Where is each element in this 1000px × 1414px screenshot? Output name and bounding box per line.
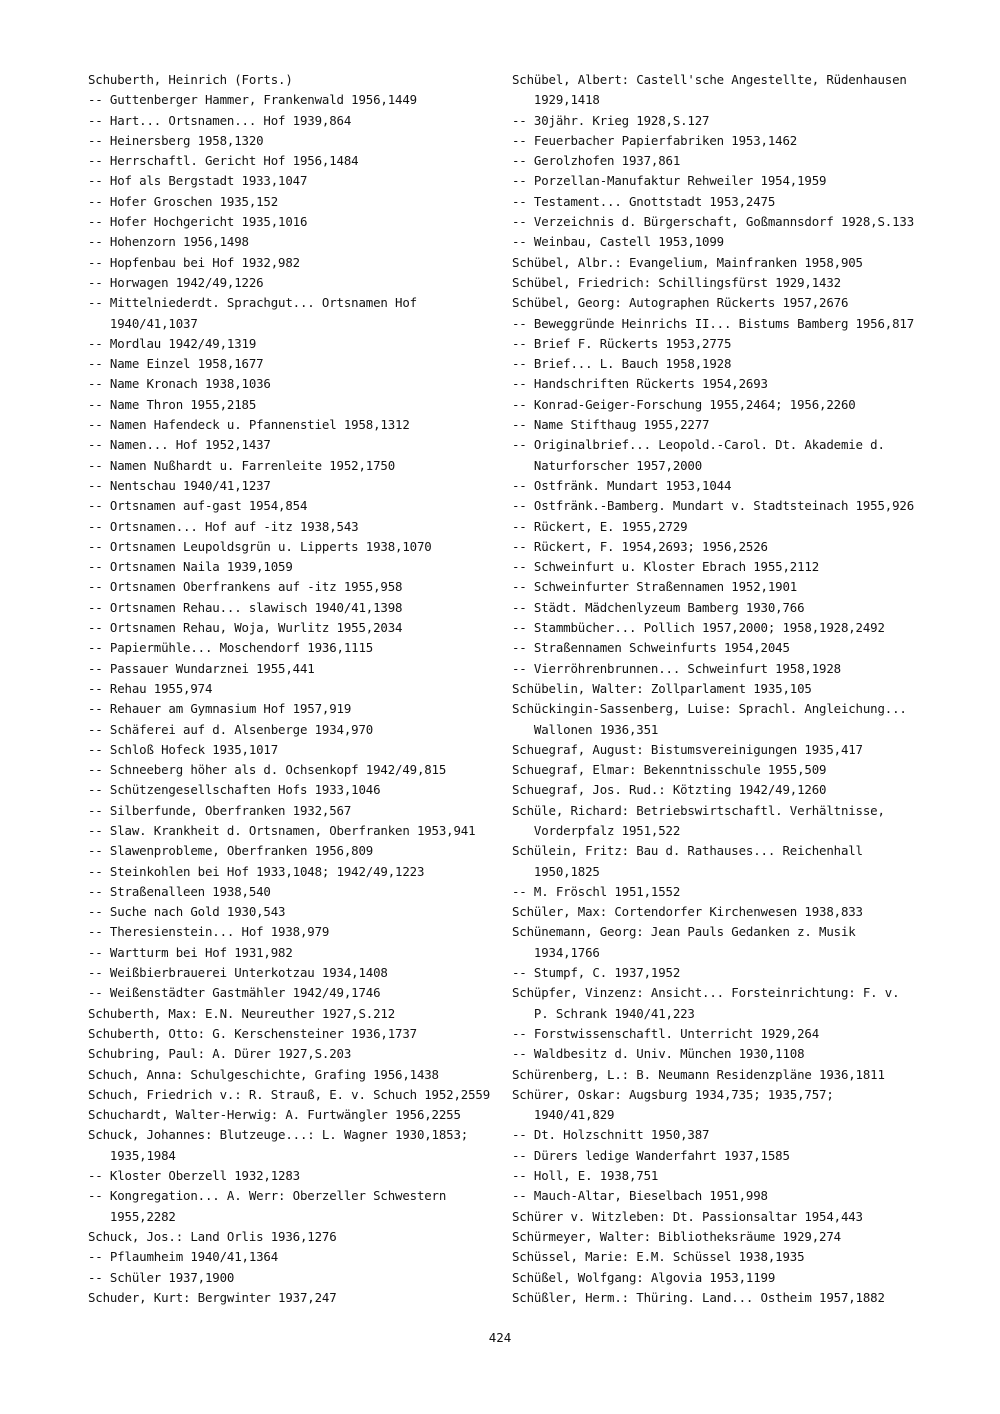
index-entry: Schuberth, Heinrich (Forts.) <box>88 72 293 87</box>
index-entry: -- Slaw. Krankheit d. Ortsnamen, Oberfranken 1953,941 <box>88 822 476 838</box>
index-entry: -- Ortsnamen Rehau... slawisch 1940/41,1398 <box>88 599 403 615</box>
index-entry: Schünemann, Georg: Jean Pauls Gedanken z. Musik <box>512 924 856 940</box>
index-entry: -- Ortsnamen Naila 1939,1059 <box>88 559 293 575</box>
index-entry: Schuch, Anna: Schulgeschichte, Grafing 1956,1438 <box>88 1066 439 1082</box>
index-entry: -- Stumpf, C. 1937,1952 <box>512 965 681 981</box>
index-entry: P. Schrank 1940/41,223 <box>512 1005 695 1021</box>
index-entry: -- Wartturm bei Hof 1931,982 <box>88 944 293 960</box>
index-entry: -- Guttenberger Hammer, Frankenwald 1956,1449 <box>88 92 417 108</box>
index-entry: 1934,1766 <box>512 944 600 960</box>
index-entry: -- Brief... L. Bauch 1958,1928 <box>512 356 732 372</box>
index-entry: -- Ostfränk. Mundart 1953,1044 <box>512 477 732 493</box>
index-entry: -- Beweggründe Heinrichs II... Bistums Bamberg 1956,817 <box>512 315 915 331</box>
index-entry: Schuck, Johannes: Blutzeuge...: L. Wagner 1930,1853; <box>88 1127 469 1143</box>
index-entry: -- Porzellan-Manufaktur Rehweiler 1954,1959 <box>512 173 827 189</box>
index-entry: -- 30jähr. Krieg 1928,S.127 <box>512 112 710 128</box>
index-entry: Schuegraf, Jos. Rud.: Kötzting 1942/49,1260 <box>512 782 827 798</box>
index-entry: 1955,2282 <box>88 1208 176 1224</box>
index-entry: Schübel, Albr.: Evangelium, Mainfranken 1958,905 <box>512 254 863 270</box>
index-entry: Schübel, Albert: Castell'sche Angestellte, Rüdenhausen <box>512 72 907 87</box>
index-entry: -- Hof als Bergstadt 1933,1047 <box>88 173 308 189</box>
index-entry: -- Schäferei auf d. Alsenberge 1934,970 <box>88 721 374 737</box>
index-entry: -- Mauch-Altar, Bieselbach 1951,998 <box>512 1188 768 1204</box>
index-entry: Schüßel, Wolfgang: Algovia 1953,1199 <box>512 1269 776 1285</box>
index-entry: -- Dt. Holzschnitt 1950,387 <box>512 1127 710 1143</box>
index-entry: Schuck, Jos.: Land Orlis 1936,1276 <box>88 1228 337 1244</box>
index-entry: -- Ortsnamen Oberfrankens auf -itz 1955,958 <box>88 579 403 595</box>
index-entry: Schürer v. Witzleben: Dt. Passionsaltar 1954,443 <box>512 1208 863 1224</box>
index-entry: -- Schneeberg höher als d. Ochsenkopf 1942/49,815 <box>88 762 447 778</box>
index-entry: -- Originalbrief... Leopold.-Carol. Dt. Akademie d. <box>512 437 885 453</box>
index-entry: Schübel, Georg: Autographen Rückerts 1957,2676 <box>512 295 849 311</box>
index-entry: -- Hohenzorn 1956,1498 <box>88 234 249 250</box>
index-entry: -- Suche nach Gold 1930,543 <box>88 904 286 920</box>
index-entry: -- Brief F. Rückerts 1953,2775 <box>512 335 732 351</box>
index-entry: Wallonen 1936,351 <box>512 721 659 737</box>
index-entry: -- Ortsnamen Rehau, Woja, Wurlitz 1955,2034 <box>88 620 403 636</box>
index-entry: Schürer, Oskar: Augsburg 1934,735; 1935,757; <box>512 1086 834 1102</box>
index-entry: -- Rückert, F. 1954,2693; 1956,2526 <box>512 538 768 554</box>
right-index-column <box>512 70 932 1308</box>
index-entry: -- Schweinfurt u. Kloster Ebrach 1955,2112 <box>512 559 820 575</box>
index-entry: -- Schloß Hofeck 1935,1017 <box>88 741 279 757</box>
index-entry: -- M. Fröschl 1951,1552 <box>512 883 681 899</box>
index-entry: -- Weißenstädter Gastmähler 1942/49,1746 <box>88 985 381 1001</box>
index-entry: -- Weinbau, Castell 1953,1099 <box>512 234 724 250</box>
index-entry: Schüle, Richard: Betriebswirtschaftl. Verhältnisse, <box>512 802 885 818</box>
index-entry: -- Gerolzhofen 1937,861 <box>512 153 681 169</box>
index-entry: Schuegraf, August: Bistumsvereinigungen 1935,417 <box>512 741 863 757</box>
index-entry: -- Konrad-Geiger-Forschung 1955,2464; 1956,2260 <box>512 396 856 412</box>
index-entry: -- Hofer Hochgericht 1935,1016 <box>88 214 308 230</box>
index-entry: -- Rehau 1955,974 <box>88 680 213 696</box>
index-entry: -- Vierröhrenbrunnen... Schweinfurt 1958,1928 <box>512 660 841 676</box>
left-index-column <box>88 70 498 1308</box>
index-entry: Schubring, Paul: A. Dürer 1927,S.203 <box>88 1046 352 1062</box>
index-entry: -- Forstwissenschaftl. Unterricht 1929,264 <box>512 1025 820 1041</box>
index-entry: Schuchardt, Walter-Herwig: A. Furtwängler 1956,2255 <box>88 1107 461 1123</box>
index-entry: -- Pflaumheim 1940/41,1364 <box>88 1249 279 1265</box>
index-entry: -- Straßenalleen 1938,540 <box>88 883 271 899</box>
index-entry: -- Name Stifthaug 1955,2277 <box>512 417 710 433</box>
index-entry: -- Ortsnamen auf-gast 1954,854 <box>88 498 308 514</box>
index-entry: -- Hart... Ortsnamen... Hof 1939,864 <box>88 112 352 128</box>
index-entry: -- Papiermühle... Moschendorf 1936,1115 <box>88 640 374 656</box>
index-entry: -- Weißbierbrauerei Unterkotzau 1934,1408 <box>88 965 388 981</box>
index-entry: -- Mordlau 1942/49,1319 <box>88 335 257 351</box>
index-entry: -- Heinersberg 1958,1320 <box>88 132 264 148</box>
index-entry: -- Slawenprobleme, Oberfranken 1956,809 <box>88 843 374 859</box>
index-entry: Schübel, Friedrich: Schillingsfürst 1929,1432 <box>512 274 841 290</box>
index-entry: -- Städt. Mädchenlyzeum Bamberg 1930,766 <box>512 599 805 615</box>
index-entry: 1940/41,1037 <box>88 315 198 331</box>
index-entry: -- Mittelniederdt. Sprachgut... Ortsnamen Hof <box>88 295 417 311</box>
index-entry: -- Horwagen 1942/49,1226 <box>88 274 264 290</box>
index-entry: -- Schützengesellschaften Hofs 1933,1046 <box>88 782 381 798</box>
index-entry: Schürmeyer, Walter: Bibliotheksräume 1929,274 <box>512 1228 841 1244</box>
index-entry: -- Namen... Hof 1952,1437 <box>88 437 271 453</box>
index-entry: -- Namen Nußhardt u. Farrenleite 1952,1750 <box>88 457 396 473</box>
index-entry: Naturforscher 1957,2000 <box>512 457 703 473</box>
index-entry: -- Schüler 1937,1900 <box>88 1269 235 1285</box>
page-number: 424 <box>488 1330 512 1345</box>
index-entry: -- Waldbesitz d. Univ. München 1930,1108 <box>512 1046 805 1062</box>
index-entry: -- Hofer Groschen 1935,152 <box>88 193 279 209</box>
index-entry: -- Verzeichnis d. Bürgerschaft, Goßmannsdorf 1928,S.133 <box>512 214 915 230</box>
index-entry: 1929,1418 <box>512 92 600 108</box>
index-entry: Schuegraf, Elmar: Bekenntnisschule 1955,509 <box>512 762 827 778</box>
index-entry: -- Rückert, E. 1955,2729 <box>512 518 688 534</box>
index-entry: -- Namen Hafendeck u. Pfannenstiel 1958,1312 <box>88 417 410 433</box>
index-entry: 1940/41,829 <box>512 1107 615 1123</box>
index-entry: -- Schweinfurter Straßennamen 1952,1901 <box>512 579 798 595</box>
index-entry: 1950,1825 <box>512 863 600 879</box>
index-entry: -- Herrschaftl. Gericht Hof 1956,1484 <box>88 153 359 169</box>
index-entry: Schuder, Kurt: Bergwinter 1937,247 <box>88 1289 337 1305</box>
index-entry: -- Passauer Wundarznei 1955,441 <box>88 660 315 676</box>
index-entry: Vorderpfalz 1951,522 <box>512 822 681 838</box>
index-entry: -- Handschriften Rückerts 1954,2693 <box>512 376 768 392</box>
index-entry: -- Hopfenbau bei Hof 1932,982 <box>88 254 300 270</box>
index-entry: Schüpfer, Vinzenz: Ansicht... Forsteinrichtung: F. v. <box>512 985 900 1001</box>
index-entry: -- Stammbücher... Pollich 1957,2000; 1958,1928,2492 <box>512 620 885 636</box>
index-entry: -- Holl, E. 1938,751 <box>512 1168 659 1184</box>
index-entry: -- Nentschau 1940/41,1237 <box>88 477 271 493</box>
index-entry: Schülein, Fritz: Bau d. Rathauses... Reichenhall <box>512 843 863 859</box>
index-entry: -- Name Einzel 1958,1677 <box>88 356 264 372</box>
index-entry: Schuberth, Max: E.N. Neureuther 1927,S.212 <box>88 1005 396 1021</box>
index-entry: -- Theresienstein... Hof 1938,979 <box>88 924 330 940</box>
index-entry: -- Name Kronach 1938,1036 <box>88 376 271 392</box>
index-entry: Schüler, Max: Cortendorfer Kirchenwesen 1938,833 <box>512 904 863 920</box>
index-entry: -- Kloster Oberzell 1932,1283 <box>88 1168 300 1184</box>
index-entry: -- Dürers ledige Wanderfahrt 1937,1585 <box>512 1147 790 1163</box>
index-entry: -- Straßennamen Schweinfurts 1954,2045 <box>512 640 790 656</box>
index-entry: -- Steinkohlen bei Hof 1933,1048; 1942/49,1223 <box>88 863 425 879</box>
index-entry: -- Name Thron 1955,2185 <box>88 396 257 412</box>
index-entry: -- Feuerbacher Papierfabriken 1953,1462 <box>512 132 798 148</box>
index-entry: -- Kongregation... A. Werr: Oberzeller Schwestern <box>88 1188 447 1204</box>
index-entry: -- Ostfränk.-Bamberg. Mundart v. Stadtsteinach 1955,926 <box>512 498 915 514</box>
index-entry: Schuberth, Otto: G. Kerschensteiner 1936,1737 <box>88 1025 417 1041</box>
index-entry: Schuch, Friedrich v.: R. Strauß, E. v. Schuch 1952,2559 <box>88 1086 491 1102</box>
index-entry: Schübelin, Walter: Zollparlament 1935,105 <box>512 680 812 696</box>
index-entry: Schückingin-Sassenberg, Luise: Sprachl. Angleichung... <box>512 701 907 717</box>
index-entry: -- Testament... Gnottstadt 1953,2475 <box>512 193 776 209</box>
index-entry: -- Ortsnamen Leupoldsgrün u. Lipperts 1938,1070 <box>88 538 432 554</box>
index-entry: -- Ortsnamen... Hof auf -itz 1938,543 <box>88 518 359 534</box>
index-entry: Schüßler, Herm.: Thüring. Land... Ostheim 1957,1882 <box>512 1289 885 1305</box>
index-entry: -- Silberfunde, Oberfranken 1932,567 <box>88 802 352 818</box>
index-entry: -- Rehauer am Gymnasium Hof 1957,919 <box>88 701 352 717</box>
index-entry: Schürenberg, L.: B. Neumann Residenzpläne 1936,1811 <box>512 1066 885 1082</box>
index-entry: Schüssel, Marie: E.M. Schüssel 1938,1935 <box>512 1249 805 1265</box>
index-entry: 1935,1984 <box>88 1147 176 1163</box>
